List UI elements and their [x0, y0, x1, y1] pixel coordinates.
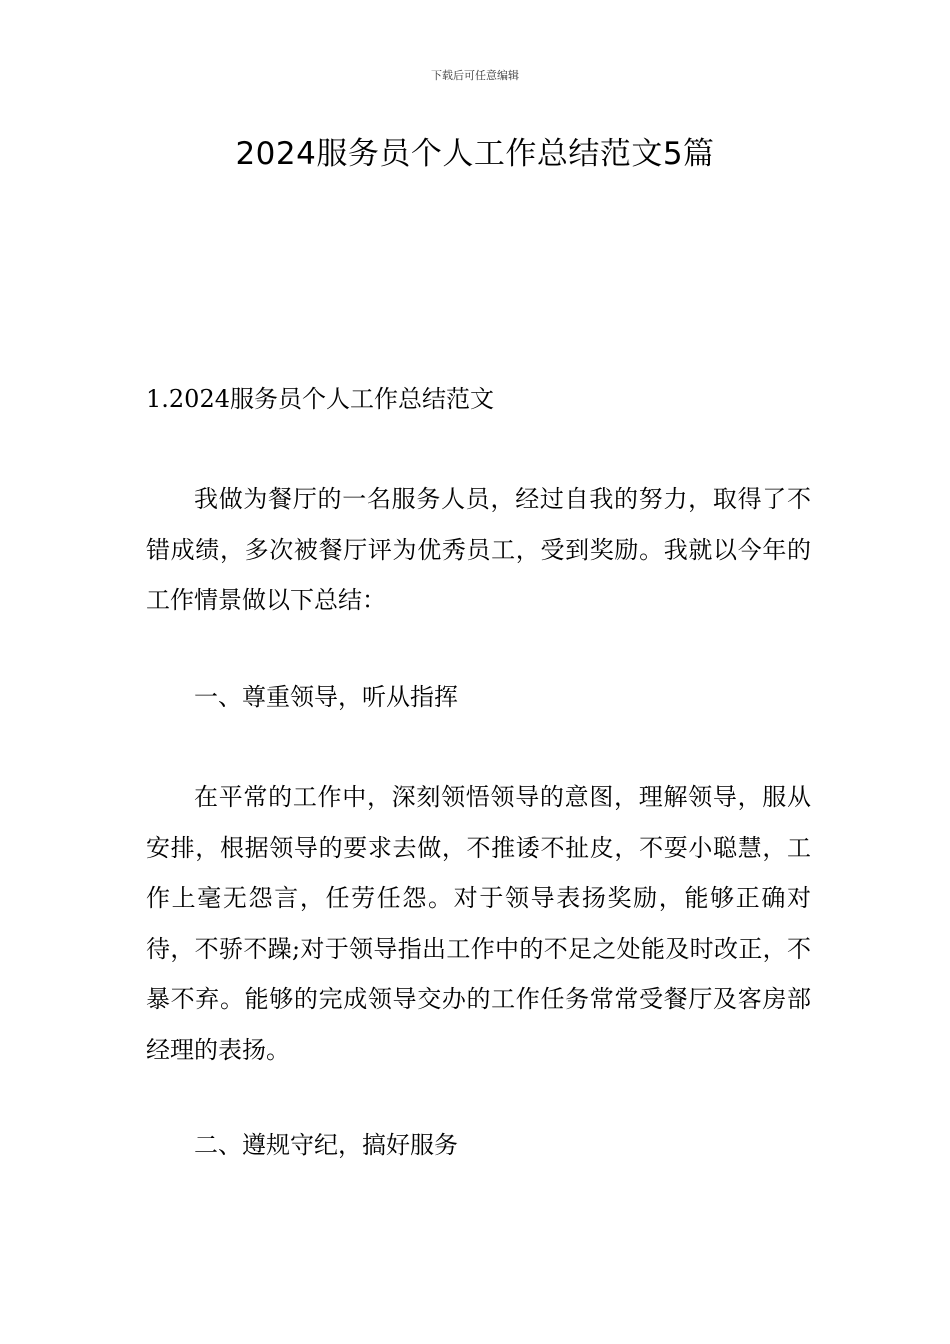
heading-follow-rules: 二、遵规守纪，搞好服务 [194, 1131, 458, 1159]
document-title: 2024服务员个人工作总结范文5篇 [235, 136, 715, 172]
header-note: 下载后可任意编辑 [431, 69, 519, 82]
heading-respect-leadership: 一、尊重领导，听从指挥 [194, 683, 458, 711]
paragraph-intro: 我做为餐厅的一名服务人员，经过自我的努力，取得了不错成绩，多次被餐厅评为优秀员工，受到奖励。我就以今年的工作情景做以下总结： [146, 485, 811, 614]
section-title: 1.2024服务员个人工作总结范文 [146, 385, 494, 413]
paragraph-leadership: 在平常的工作中，深刻领悟领导的意图，理解领导，服从安排，根据领导的要求去做，不推诿不扯皮，不耍小聪慧，工作上毫无怨言，任劳任怨。对于领导表扬奖励，能够正确对待，不骄不躁;对于领导指出工作中的不足之处能及时改正，不暴不弃。能够的完成领导交办的工作任务常常受餐厅及客房部经理的表扬。 [146, 783, 811, 1064]
